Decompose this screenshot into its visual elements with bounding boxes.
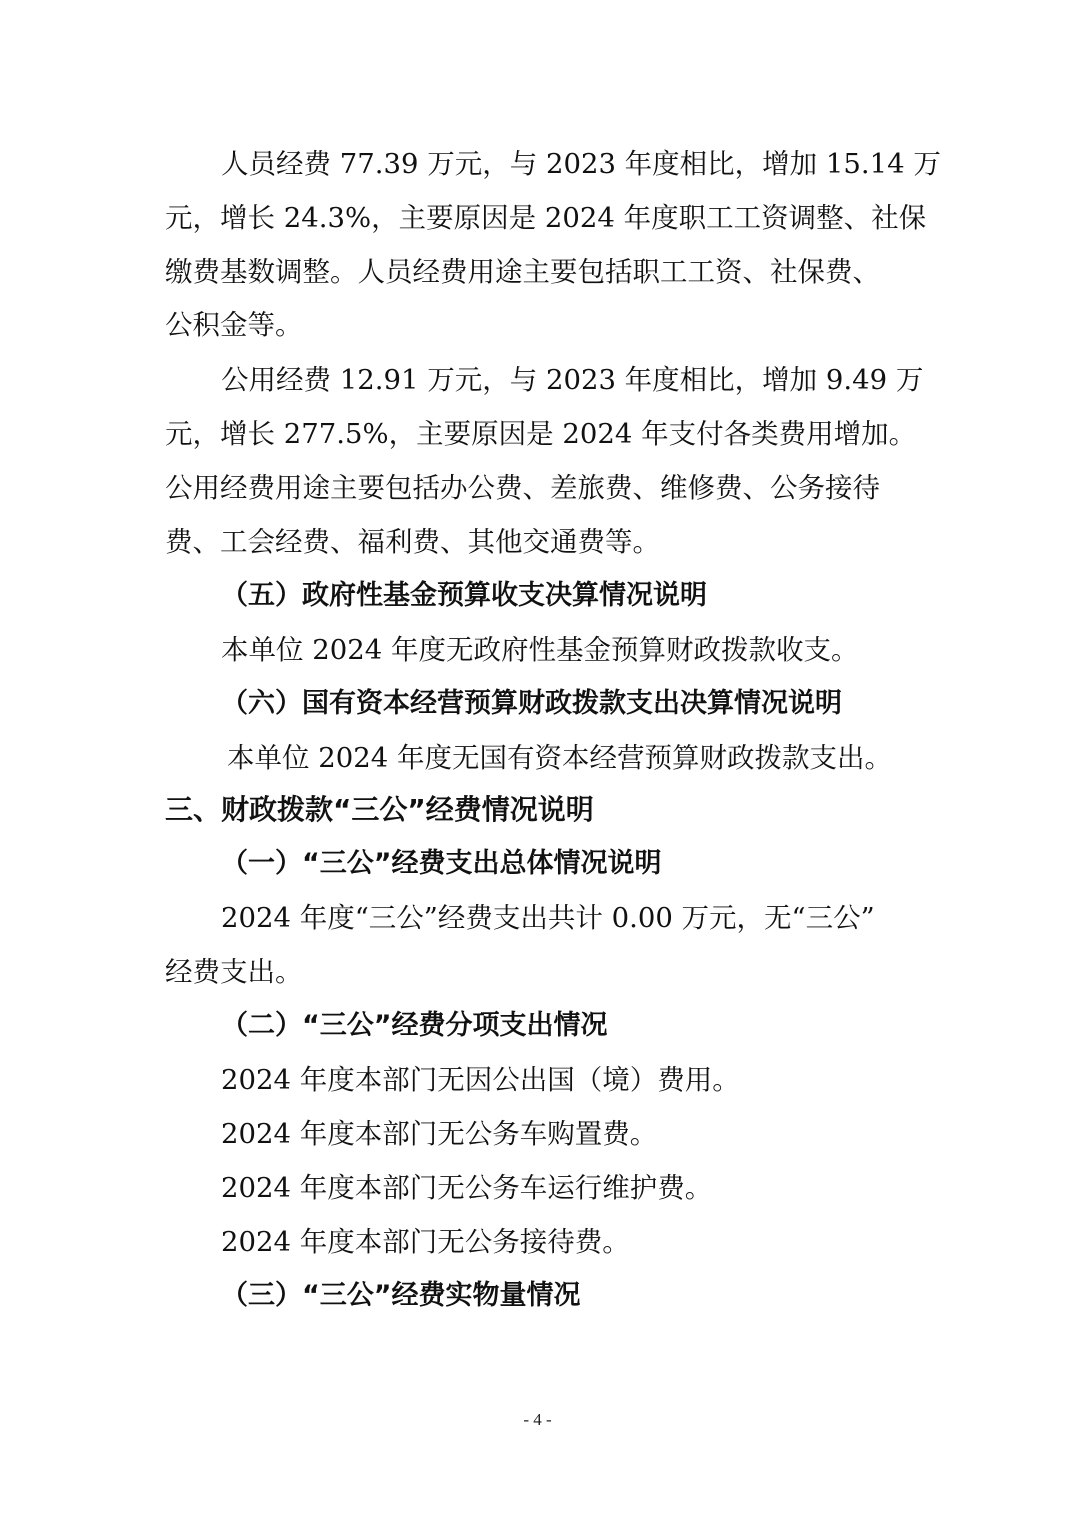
section-text-state-capital: 本单位 2024 年度无国有资本经营预算财政拨款支出。 <box>227 742 892 774</box>
section-heading-government-fund: （五）政府性基金预算收支决算情况说明 <box>221 580 707 611</box>
text-line: 元，增长 24.3%，主要原因是 2024 年度职工工资调整、社保 <box>165 202 927 234</box>
list-item: 2024 年度本部门无公务接待费。 <box>221 1226 630 1258</box>
text-line: 公积金等。 <box>165 309 303 341</box>
section-heading-state-capital: （六）国有资本经营预算财政拨款支出决算情况说明 <box>221 688 842 719</box>
text-line: 公用经费用途主要包括办公费、差旅费、维修费、公务接待 <box>165 472 880 504</box>
chapter-heading-three-public-expenses: 三、财政拨款“三公”经费情况说明 <box>165 793 594 826</box>
text-line: 缴费基数调整。人员经费用途主要包括职工工资、社保费、 <box>165 256 880 288</box>
subsection-heading-physical-quantity: （三）“三公”经费实物量情况 <box>221 1280 581 1311</box>
subsection-heading-itemized: （二）“三公”经费分项支出情况 <box>221 1010 608 1041</box>
list-item: 2024 年度本部门无因公出国（境）费用。 <box>221 1064 740 1096</box>
list-item: 2024 年度本部门无公务车运行维护费。 <box>221 1172 713 1204</box>
text-line: 元，增长 277.5%，主要原因是 2024 年支付各类费用增加。 <box>165 418 917 450</box>
text-line: 经费支出。 <box>165 956 303 988</box>
text-line: 2024 年度“三公”经费支出共计 0.00 万元，无“三公” <box>221 902 875 934</box>
subsection-heading-overall: （一）“三公”经费支出总体情况说明 <box>221 848 662 879</box>
section-text-government-fund: 本单位 2024 年度无政府性基金预算财政拨款收支。 <box>221 634 859 666</box>
text-line: 人员经费 77.39 万元，与 2023 年度相比，增加 15.14 万 <box>221 148 941 180</box>
text-line: 费、工会经费、福利费、其他交通费等。 <box>165 526 660 558</box>
text-line: 公用经费 12.91 万元，与 2023 年度相比，增加 9.49 万 <box>221 364 924 396</box>
list-item: 2024 年度本部门无公务车购置费。 <box>221 1118 658 1150</box>
page-number: - 4 - <box>523 1410 552 1429</box>
